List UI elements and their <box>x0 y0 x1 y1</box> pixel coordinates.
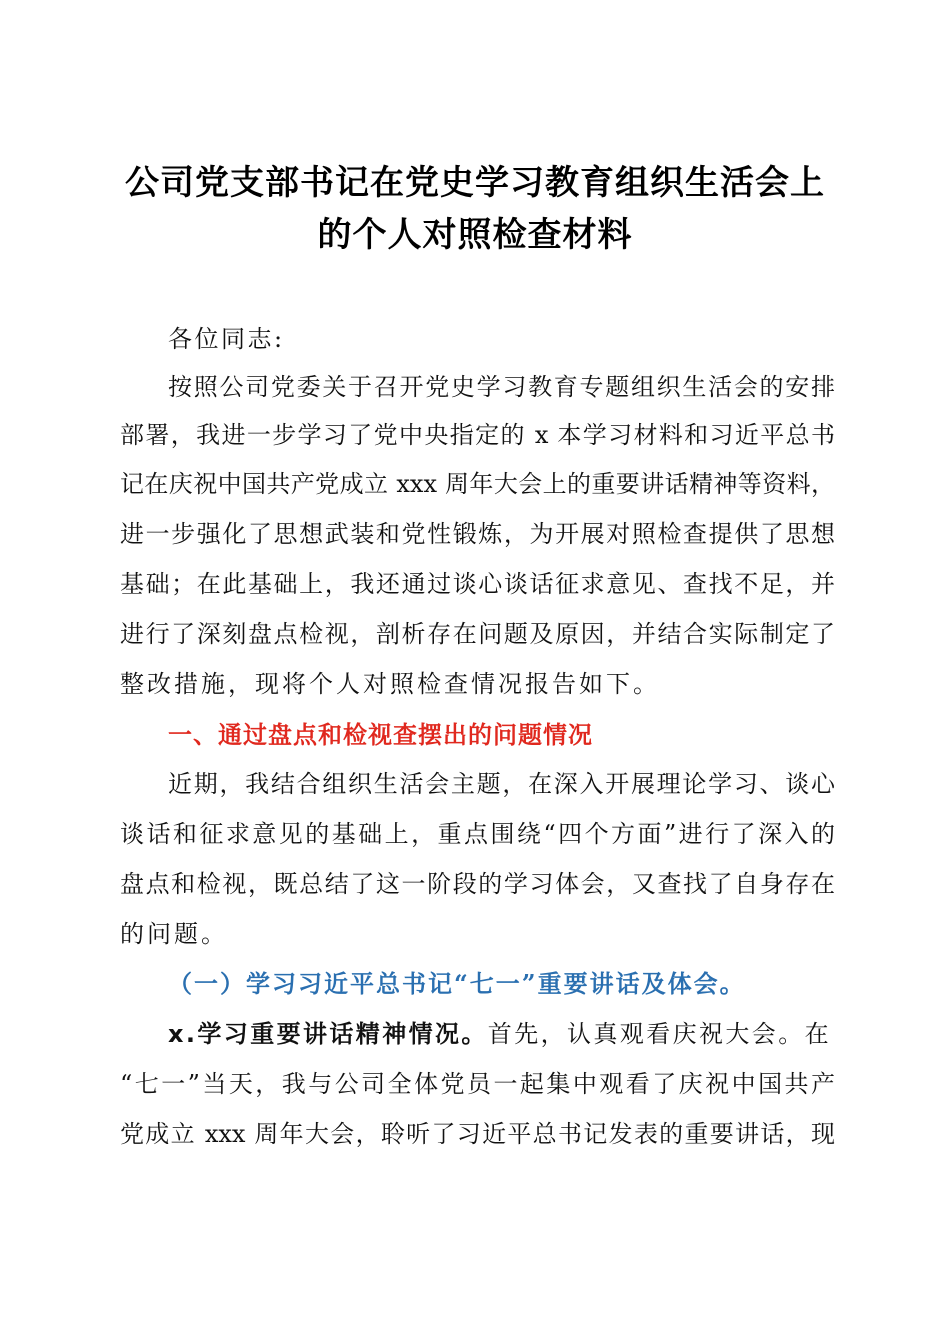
document-title-line-1: 公司党支部书记在党史学习教育组织生活会上 <box>125 163 825 203</box>
subsection-heading: （一）学习习近平总书记“七一”重要讲话及体会。 <box>168 969 746 998</box>
intro-line: 进行了深刻盘点检视，剖析存在问题及原因，并结合实际制定了 <box>120 620 835 648</box>
intro-line: 基础；在此基础上，我还通过谈心谈话征求意见、查找不足，并 <box>120 570 835 598</box>
item-line: 党成立 xxx 周年大会，聆听了习近平总书记发表的重要讲话，现 <box>120 1120 835 1148</box>
intro-line: 记在庆祝中国共产党成立 xxx 周年大会上的重要讲话精神等资料， <box>120 470 835 498</box>
intro-line: 整改措施，现将个人对照检查情况报告如下。 <box>120 670 660 698</box>
intro-line: 部署，我进一步学习了党中央指定的 x 本学习材料和习近平总书 <box>120 421 835 449</box>
item-first-line <box>168 1018 835 1050</box>
item-lead-rest: 首先，认真观看庆祝大会。在 <box>487 1020 831 1048</box>
item-lead: x.学习重要讲话精神情况。 <box>168 1020 488 1048</box>
section-line: 谈话和征求意见的基础上，重点围绕“四个方面”进行了深入的 <box>120 820 835 848</box>
section-heading: 一、通过盘点和检视查摆出的问题情况 <box>168 721 593 749</box>
salutation: 各位同志: <box>168 325 285 353</box>
intro-line: 按照公司党委关于召开党史学习教育专题组织生活会的安排 <box>168 373 835 401</box>
document-title-line-2: 的个人对照检查材料 <box>317 215 633 255</box>
section-line: 近期，我结合组织生活会主题，在深入开展理论学习、谈心 <box>168 770 835 798</box>
intro-line: 进一步强化了思想武装和党性锻炼，为开展对照检查提供了思想 <box>120 520 835 548</box>
item-line: “七一”当天，我与公司全体党员一起集中观看了庆祝中国共产 <box>120 1070 835 1098</box>
section-line: 的问题。 <box>120 920 228 948</box>
section-line: 盘点和检视，既总结了这一阶段的学习体会，又查找了自身存在 <box>120 870 835 898</box>
